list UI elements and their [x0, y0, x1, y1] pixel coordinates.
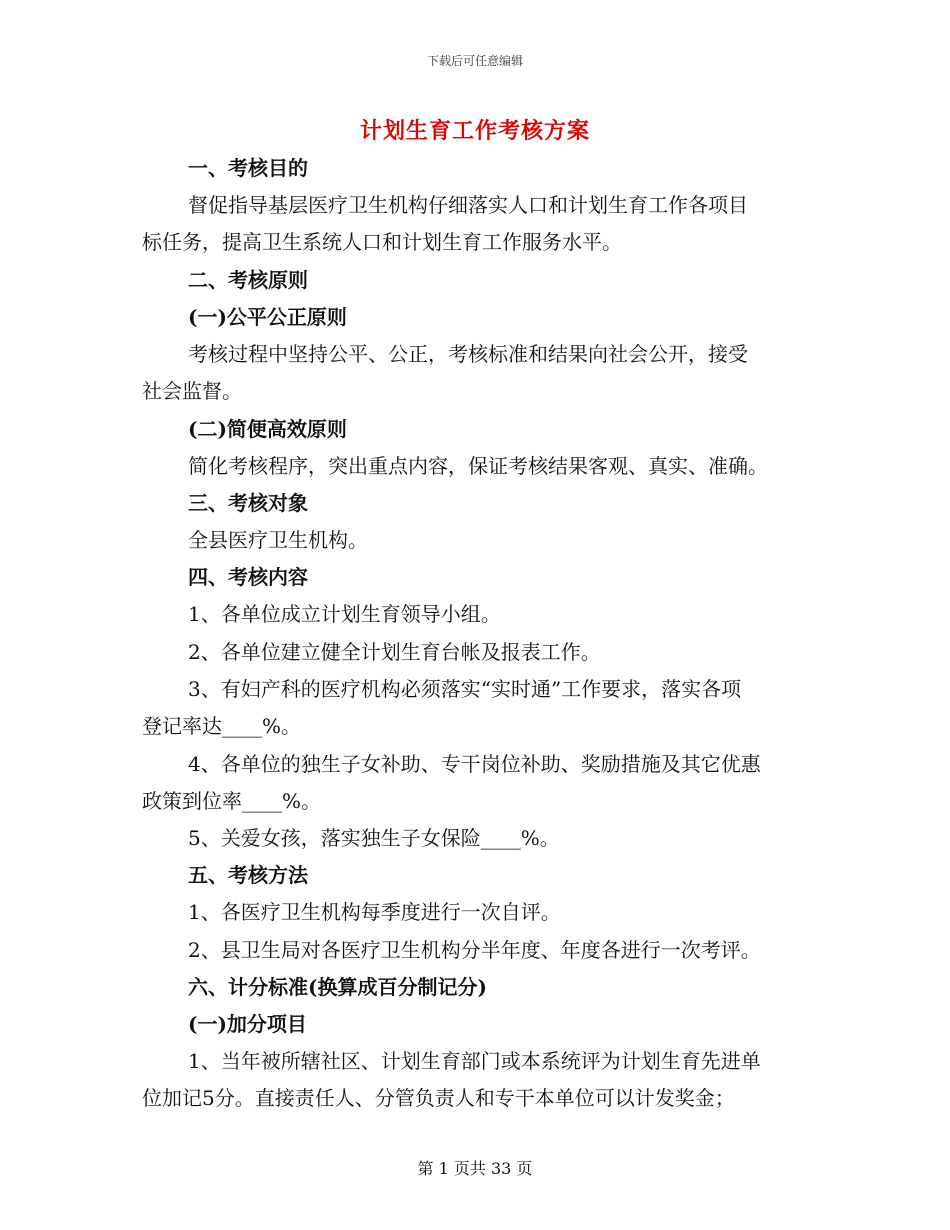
list-item-continuation: 位加记5分。直接责任人、分管负责人和专干本单位可以计发奖金；	[142, 1086, 735, 1110]
list-item: 1、各医疗卫生机构每季度进行一次自评。	[188, 900, 561, 924]
subsection-heading-bonus: (一)加分项目	[188, 1012, 307, 1036]
list-item: 2、县卫生局对各医疗卫生机构分半年度、年度各进行一次考评。	[188, 938, 761, 962]
paragraph-line: 考核过程中坚持公平、公正，考核标准和结果向社会公开，接受	[188, 342, 748, 366]
section-heading-content: 四、考核内容	[188, 565, 308, 589]
paragraph-line: 督促指导基层医疗卫生机构仔细落实人口和计划生育工作各项目	[188, 193, 748, 217]
section-heading-methods: 五、考核方法	[188, 863, 308, 887]
page-number: 第 1 页共 33 页	[417, 1159, 533, 1178]
list-item: 2、各单位建立健全计划生育台帐及报表工作。	[188, 640, 601, 664]
list-item: 5、关爱女孩，落实独生子女保险____%。	[188, 826, 560, 850]
list-item: 4、各单位的独生子女补助、专干岗位补助、奖励措施及其它优惠	[188, 752, 761, 776]
list-item-continuation: 政策到位率____%。	[142, 789, 322, 813]
section-heading-purpose: 一、考核目的	[188, 156, 308, 180]
paragraph-line: 标任务，提高卫生系统人口和计划生育工作服务水平。	[142, 230, 622, 254]
paragraph-line: 全县医疗卫生机构。	[188, 528, 368, 552]
section-heading-targets: 三、考核对象	[188, 491, 308, 515]
section-heading-principles: 二、考核原则	[188, 268, 308, 292]
subsection-heading-fairness: (一)公平公正原则	[188, 305, 347, 329]
paragraph-line: 简化考核程序，突出重点内容，保证考核结果客观、真实、准确。	[188, 454, 768, 478]
document-title: 计划生育工作考核方案	[359, 118, 590, 144]
list-item-continuation: 登记率达____%。	[142, 714, 302, 738]
page-header-note: 下载后可任意编辑	[426, 54, 523, 68]
list-item: 1、各单位成立计划生育领导小组。	[188, 602, 501, 626]
list-item: 3、有妇产科的医疗机构必须落实“实时通”工作要求，落实各项	[188, 677, 742, 701]
subsection-heading-efficiency: (二)简便高效原则	[188, 417, 347, 441]
section-heading-scoring: 六、计分标准(换算成百分制记分)	[188, 975, 487, 999]
list-item: 1、当年被所辖社区、计划生育部门或本系统评为计划生育先进单	[188, 1049, 761, 1073]
paragraph-line: 社会监督。	[142, 379, 242, 403]
